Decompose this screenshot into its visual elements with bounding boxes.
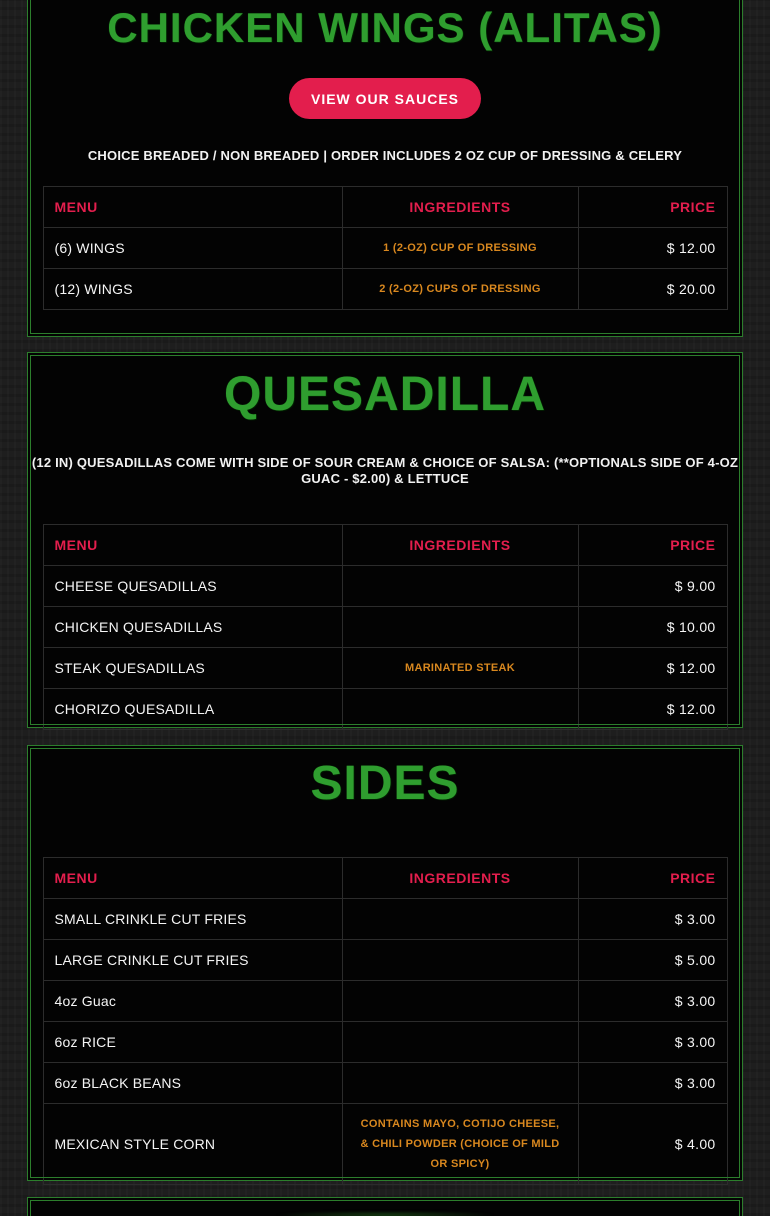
item-ingredients	[342, 607, 578, 648]
item-price: $ 12.00	[578, 689, 727, 730]
section-sides	[27, 745, 743, 1181]
table-header-row	[43, 187, 727, 228]
item-price: $ 20.00	[578, 269, 727, 310]
item-name: CHEESE QUESADILLAS	[43, 566, 342, 607]
section-description: CHOICE BREADED / NON BREADED | ORDER INCLUDES 2 OZ CUP OF DRESSING & CELERY	[87, 148, 683, 163]
column-header-menu: MENU	[43, 858, 342, 899]
table-row	[43, 1022, 727, 1063]
quesadilla-table	[43, 524, 728, 730]
column-header-price: PRICE	[578, 187, 727, 228]
item-name: SMALL CRINKLE CUT FRIES	[43, 899, 342, 940]
item-ingredients	[342, 689, 578, 730]
item-ingredients	[342, 981, 578, 1022]
table-row	[43, 1063, 727, 1104]
item-price: $ 12.00	[578, 228, 727, 269]
section-chicken-wings	[27, 0, 743, 337]
item-name: CHICKEN QUESADILLAS	[43, 607, 342, 648]
section-title-sides: SIDES	[310, 757, 460, 810]
item-price: $ 3.00	[578, 1063, 727, 1104]
item-name: MEXICAN STYLE CORN	[43, 1104, 342, 1185]
table-header-row	[43, 858, 727, 899]
table-row	[43, 607, 727, 648]
table-row	[43, 228, 727, 269]
section-title-chicken-wings: CHICKEN WINGS (ALITAS)	[107, 4, 663, 51]
item-price: $ 10.00	[578, 607, 727, 648]
section-quesadilla	[27, 352, 743, 728]
table-row	[43, 689, 727, 730]
wings-table	[43, 186, 728, 310]
section-description: (12 IN) QUESADILLAS COME WITH SIDE OF SOUR CREAM & CHOICE OF SALSA: (**OPTIONALS SIDE OF 4-OZ GUAC - $2.00) & LETTUCE	[31, 455, 739, 486]
item-name: LARGE CRINKLE CUT FRIES	[43, 940, 342, 981]
sides-table	[43, 857, 728, 1185]
item-ingredients	[342, 899, 578, 940]
item-name: (6) WINGS	[43, 228, 342, 269]
column-header-price: PRICE	[578, 858, 727, 899]
column-header-ingredients: INGREDIENTS	[342, 187, 578, 228]
table-row	[43, 940, 727, 981]
view-our-sauces-button[interactable]: VIEW OUR SAUCES	[289, 78, 481, 119]
item-price: $ 3.00	[578, 981, 727, 1022]
item-ingredients	[342, 1022, 578, 1063]
item-name: (12) WINGS	[43, 269, 342, 310]
column-header-price: PRICE	[578, 525, 727, 566]
table-row	[43, 648, 727, 689]
item-ingredients	[342, 940, 578, 981]
item-price: $ 9.00	[578, 566, 727, 607]
item-ingredients: 2 (2-OZ) CUPS OF DRESSING	[342, 269, 578, 310]
section-next-partial	[27, 1197, 743, 1216]
item-price: $ 4.00	[578, 1104, 727, 1185]
item-ingredients	[342, 566, 578, 607]
column-header-menu: MENU	[43, 187, 342, 228]
column-header-ingredients: INGREDIENTS	[342, 525, 578, 566]
table-row	[43, 981, 727, 1022]
partial-section-title	[255, 1210, 515, 1216]
table-row	[43, 566, 727, 607]
item-price: $ 5.00	[578, 940, 727, 981]
column-header-ingredients: INGREDIENTS	[342, 858, 578, 899]
item-ingredients: MARINATED STEAK	[342, 648, 578, 689]
item-name: 6oz BLACK BEANS	[43, 1063, 342, 1104]
item-name: 4oz Guac	[43, 981, 342, 1022]
section-title-quesadilla: QUESADILLA	[224, 368, 546, 421]
item-name: CHORIZO QUESADILLA	[43, 689, 342, 730]
item-ingredients	[342, 1063, 578, 1104]
item-ingredients: 1 (2-OZ) CUP OF DRESSING	[342, 228, 578, 269]
table-header-row	[43, 525, 727, 566]
column-header-menu: MENU	[43, 525, 342, 566]
table-row	[43, 899, 727, 940]
item-name: STEAK QUESADILLAS	[43, 648, 342, 689]
item-ingredients: CONTAINS MAYO, COTIJO CHEESE, & CHILI POWDER (CHOICE OF MILD OR SPICY)	[342, 1104, 578, 1185]
table-row	[43, 1104, 727, 1185]
item-name: 6oz RICE	[43, 1022, 342, 1063]
table-row	[43, 269, 727, 310]
item-price: $ 3.00	[578, 1022, 727, 1063]
item-price: $ 12.00	[578, 648, 727, 689]
item-price: $ 3.00	[578, 899, 727, 940]
